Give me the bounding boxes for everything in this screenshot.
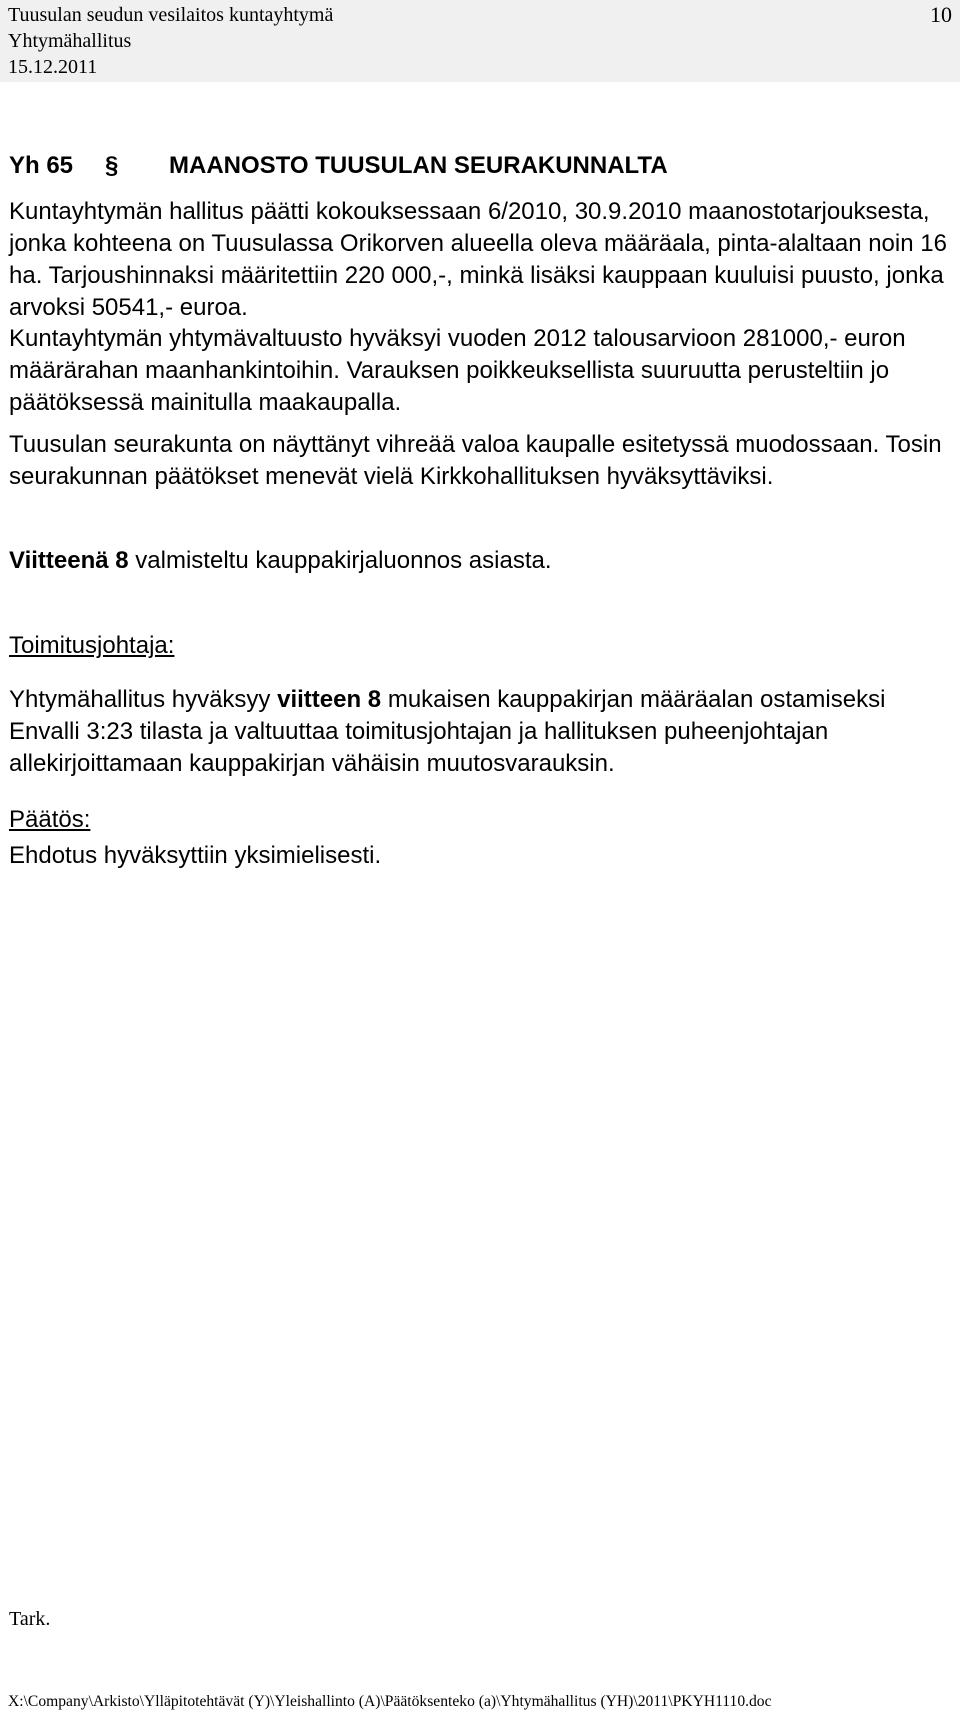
page-header — [0, 0, 960, 82]
decision-text: Ehdotus hyväksyttiin yksimielisesti. — [9, 842, 382, 869]
decision-heading: Päätös: — [9, 806, 91, 833]
paragraph-parish: Tuusulan seurakunta on näyttänyt vihreää valoa kaupalle esitetyssä muodossaan. Tosin seurakunnan päätökset menevät vielä Kirkkohallituksen hyväksyttäviksi. — [9, 431, 942, 490]
section-number: Yh 65 — [9, 152, 74, 179]
proposal-text — [9, 684, 953, 780]
proposal-reference: viitteen 8 — [277, 686, 382, 713]
header-date: 15.12.2011 — [8, 56, 98, 78]
paragraph-budget: Kuntayhtymän yhtymävaltuusto hyväksyi vuoden 2012 talousarvioon 281000,- euron määrärahan maanhankintoihin. Varauksen poikkeuksellista suuruutta perusteltiin jo päätöksessä mainitulla maakaupalla. — [9, 325, 906, 416]
checked-mark: Tark. — [9, 1608, 51, 1630]
proposal-heading: Toimitusjohtaja: — [9, 632, 175, 659]
header-organization: Tuusulan seudun vesilaitos kuntayhtymä — [8, 4, 334, 26]
paragraph-reference — [9, 545, 953, 577]
section-title — [9, 150, 953, 182]
reference-label: Viitteenä 8 — [9, 547, 129, 574]
proposal-text-end: mukaisen kauppakirjan määräalan ostamiseksi Envalli 3:23 tilasta ja valtuuttaa toimitusjohtajan ja hallituksen puheenjohtajan allekirjoittamaan kauppakirjan vähäisin muutosvarauksin. — [9, 686, 886, 777]
paragraph-background: Kuntayhtymän hallitus päätti kokouksessaan 6/2010, 30.9.2010 maanostotarjouksesta, jonka kohteena on Tuusulassa Orikorven alueella oleva määräala, pinta-alaltaan noin 16 ha. Tarjoushinnaksi määritettiin 220 000,-, minkä lisäksi kauppaan kuuluisi puusto, jonka arvoksi 50541,- euroa. — [9, 198, 947, 321]
section-sign: § — [105, 152, 119, 179]
proposal-text-start: Yhtymähallitus hyväksyy — [9, 686, 278, 713]
section-title-text: MAANOSTO TUUSULAN SEURAKUNNALTA — [169, 152, 668, 179]
file-path-footer: X:\Company\Arkisto\Ylläpitotehtävät (Y)\Yleishallinto (A)\Päätöksenteko (a)\Yhtymähallitus (YH)\2011\PKYH1110.doc — [8, 1693, 772, 1710]
page-number: 10 — [930, 2, 952, 27]
reference-text: valmisteltu kauppakirjaluonnos asiasta. — [128, 547, 552, 574]
header-body: Yhtymähallitus — [8, 30, 132, 52]
